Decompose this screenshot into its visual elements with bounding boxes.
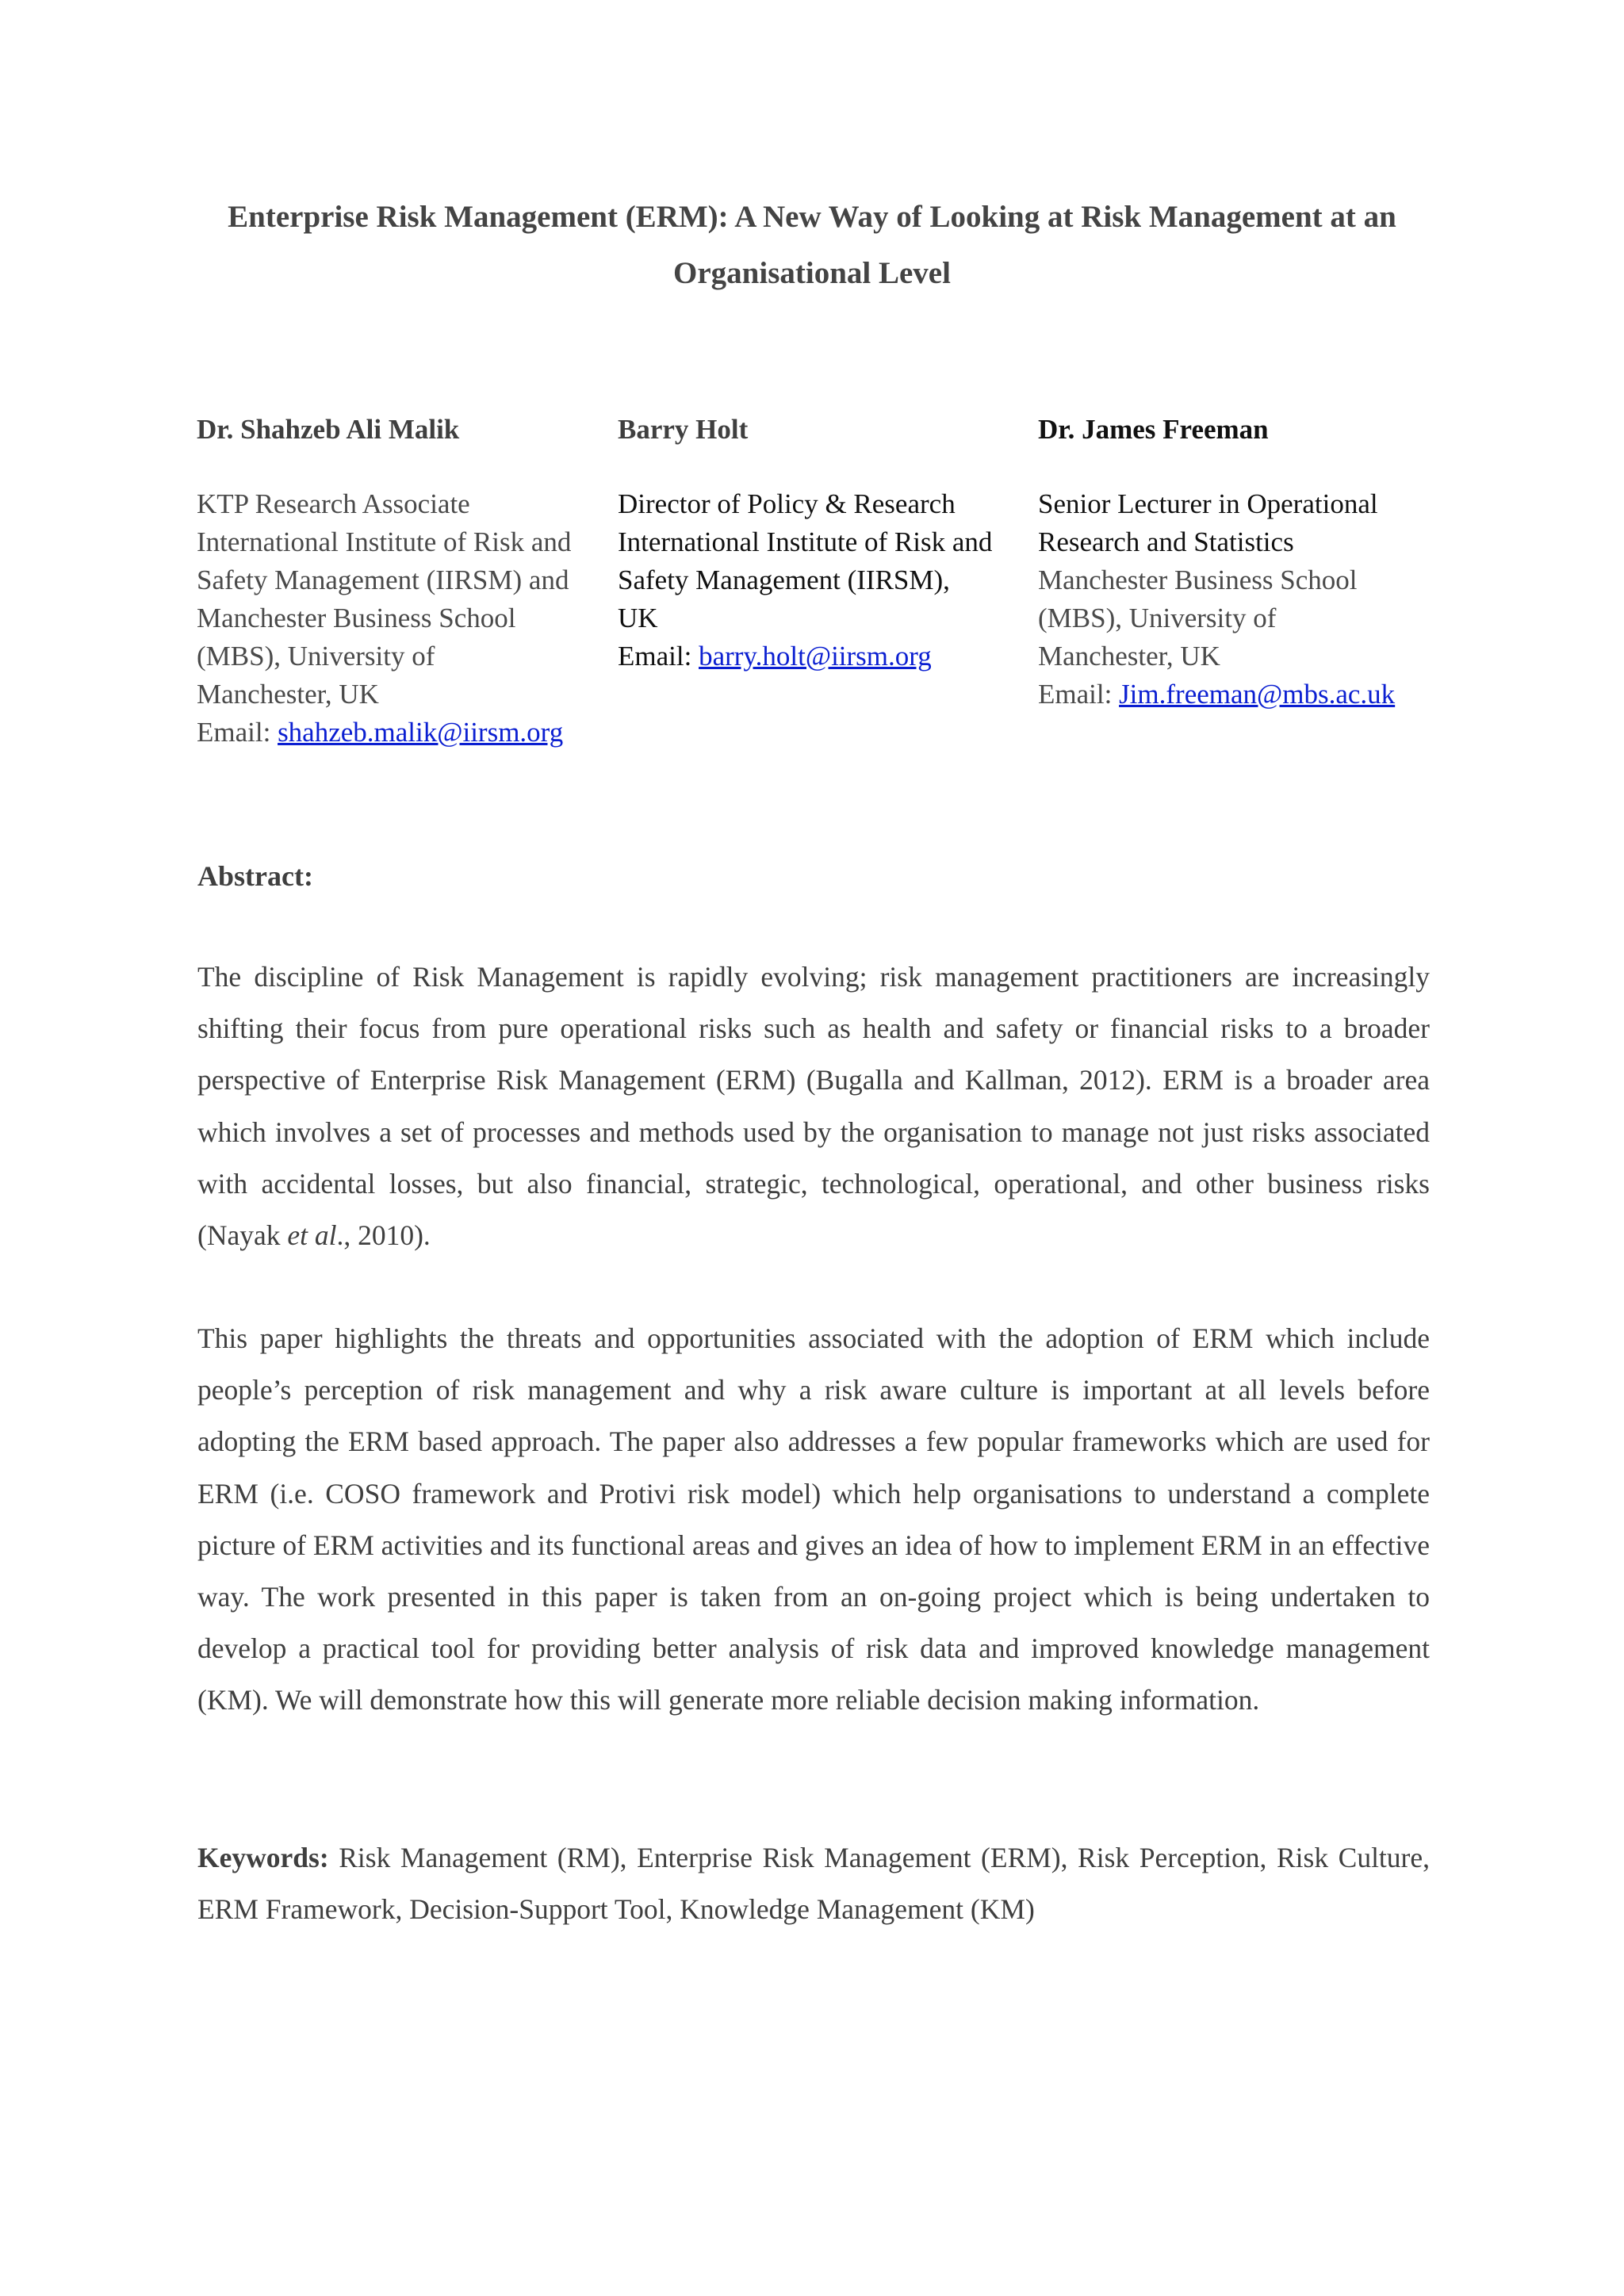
author-malik — [197, 411, 609, 752]
paper-title: Enterprise Risk Management (ERM): A New Way of Looking at Risk Management at an Organisational Level — [228, 200, 1396, 290]
author-email-line — [197, 714, 609, 752]
author-email-line — [1038, 675, 1450, 714]
abstract-heading: Abstract: — [197, 860, 313, 892]
affiliation-line: Research and Statistics — [1038, 526, 1294, 557]
keywords-paragraph — [197, 1832, 1430, 1935]
abstract-text: The discipline of Risk Management is rapidly evolving; risk management practitioners are increasingly shifting their focus from pure operational risks such as health and safety or financial risks to a broader perspective of Enterprise Risk Management (ERM) (Bugalla and Kallman, 2012). ERM is a broader area which involves a set of processes and methods used by the organisation to manage not just risks associated with accidental losses, but also financial, strategic, technological, operational, and other business risks (Nayak — [197, 961, 1430, 1252]
affiliation-line: International Institute of Risk and — [197, 526, 572, 557]
affiliation-line: Director of Policy & Research — [618, 488, 956, 519]
author-email-line — [618, 637, 1030, 675]
email-label: Email: — [618, 641, 699, 672]
affiliation-line: Manchester, UK — [197, 679, 379, 710]
author-name: Dr. Shahzeb Ali Malik — [197, 414, 460, 445]
affiliation-line: Senior Lecturer in Operational — [1038, 488, 1378, 519]
abstract-paragraph-2: This paper highlights the threats and opportunities associated with the adoption of ERM which include people’s perception of risk management and why a risk aware culture is important at all levels before adopting the ERM based approach. The paper also addresses a few popular frameworks which are used for ERM (i.e. COSO framework and Protivi risk model) which help organisations to understand a complete picture of ERM activities and its functional areas and gives an idea of how to implement ERM in an effective way. The work presented in this paper is taken from an on-going project which is being undertaken to develop a practical tool for providing better analysis of risk data and improved knowledge management (KM). We will demonstrate how this will generate more reliable decision making information. — [197, 1322, 1430, 1716]
author-name: Dr. James Freeman — [1038, 414, 1269, 445]
author-email-link[interactable]: shahzeb.malik@iirsm.org — [278, 717, 564, 748]
author-name: Barry Holt — [618, 414, 749, 445]
email-label: Email: — [1038, 679, 1120, 710]
keywords-label: Keywords: — [197, 1842, 329, 1873]
keywords-text: Risk Management (RM), Enterprise Risk Management (ERM), Risk Perception, Risk Culture, ERM Framework, Decision-Support Tool, Knowledge Management (KM) — [197, 1842, 1430, 1926]
author-block — [197, 411, 1434, 760]
affiliation-line: Manchester Business School — [1038, 564, 1358, 595]
affiliation-line: International Institute of Risk and — [618, 526, 993, 557]
abstract-italic-text: et al — [287, 1219, 337, 1252]
author-email-link[interactable]: barry.holt@iirsm.org — [699, 641, 932, 672]
affiliation-line: KTP Research Associate — [197, 488, 470, 519]
abstract-text: ., 2010). — [336, 1219, 431, 1252]
affiliation-line: UK — [618, 603, 658, 633]
author-holt — [618, 411, 1030, 675]
affiliation-line: Safety Management (IIRSM) and — [197, 564, 569, 595]
author-freeman — [1038, 411, 1450, 714]
affiliation-line: Manchester Business School — [197, 603, 516, 633]
affiliation-line: Manchester, UK — [1038, 641, 1220, 672]
affiliation-line: (MBS), University of — [1038, 603, 1277, 633]
author-email-link[interactable]: Jim.freeman@mbs.ac.uk — [1119, 679, 1396, 710]
affiliation-line: Safety Management (IIRSM), — [618, 564, 950, 595]
email-label: Email: — [197, 717, 278, 748]
affiliation-line: (MBS), University of — [197, 641, 435, 672]
abstract-paragraph-1 — [197, 951, 1430, 1261]
